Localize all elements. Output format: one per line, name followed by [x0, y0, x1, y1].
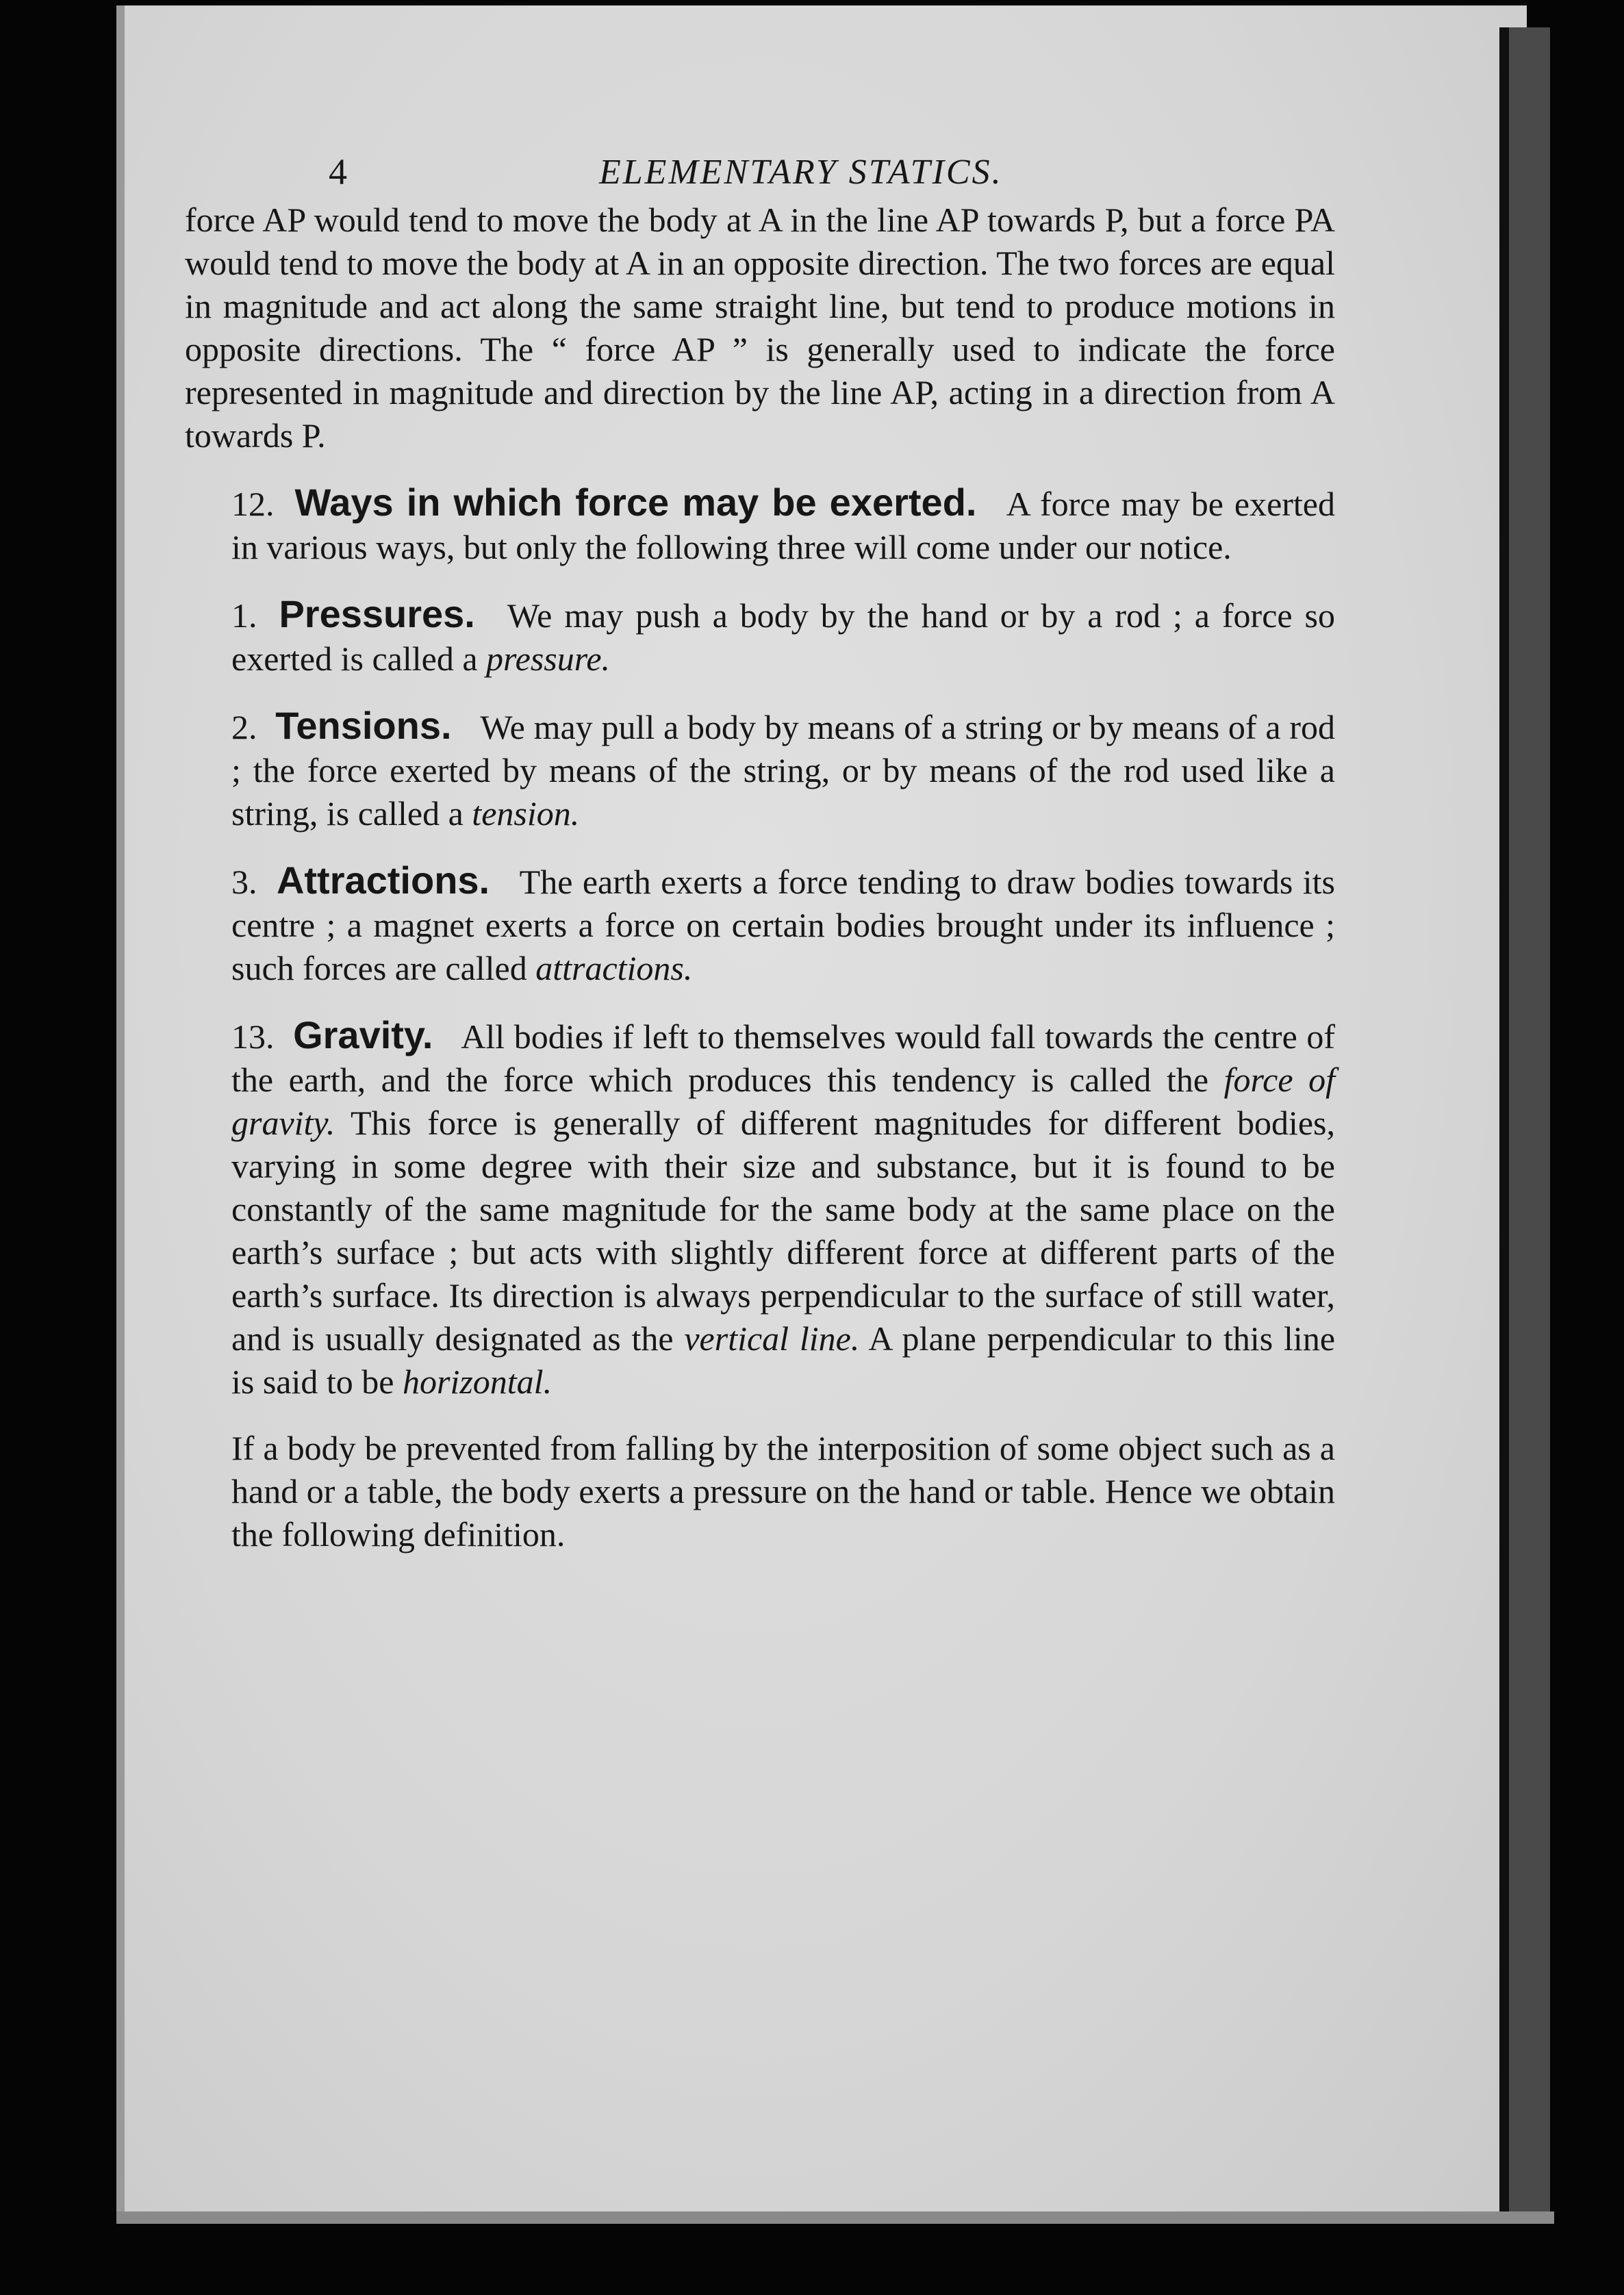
page-text: [185, 137, 1335, 1580]
item-heading: Tensions.: [275, 704, 452, 747]
binding-rule: [1499, 27, 1509, 2218]
paragraph-continuation: [185, 199, 1335, 457]
section-text: All bodies if left to themselves would fall towards the centre of the earth, and the force which produces this tendency is called the: [231, 1017, 1335, 1099]
item-text: The earth exerts a force tending to draw bodies towards its centre ; a magnet exerts a force on certain bodies brought under its influence ; such forces are called: [231, 863, 1336, 987]
item-attractions: [185, 859, 1335, 990]
item-number: 3.: [231, 863, 257, 901]
item-term: tension.: [472, 794, 580, 833]
section-text: This force is generally of different magnitudes for different bodies, varying in some degree with their size and substance, but it is found to be constantly of the same magnitude for the same body at the same place on the earth’s surface ; but acts with slightly different force at different parts of the earth’s surface. Its direction is always perpendicular to the surface of still water, and is usually designated as the: [231, 1104, 1335, 1358]
page-bottom-shadow: [116, 2211, 1554, 2224]
section-number: 12.: [231, 485, 275, 523]
item-heading: Attractions.: [276, 859, 490, 902]
item-term: attractions.: [535, 949, 693, 987]
item-text: We may push a body by the hand or by a rod ; a force so exerted is called a: [231, 596, 1335, 678]
page-header: [185, 137, 1335, 199]
item-tensions: [185, 704, 1335, 835]
section-term: horizontal.: [402, 1362, 553, 1401]
binding-shadow: [1509, 27, 1550, 2218]
paragraph-text: If a body be prevented from falling by the interposition of some object such as a hand or a table, the body exerts a pressure on the hand or table. Hence we obtain the following definition.: [231, 1429, 1335, 1554]
section-term: vertical line.: [684, 1319, 860, 1358]
section-text: A plane perpendicular to this line is said to be: [231, 1319, 1336, 1401]
paragraph-definition-lead: [185, 1427, 1335, 1556]
item-text: We may pull a body by means of a string or by means of a rod ; the force exerted by means of the string, or by means of the rod used like a string, is called a: [231, 708, 1335, 833]
section-13: [185, 1013, 1335, 1404]
page-edge: [116, 5, 125, 2224]
item-pressures: [185, 592, 1335, 681]
item-term: pressure.: [486, 639, 611, 678]
running-head: ELEMENTARY STATICS.: [599, 153, 1003, 192]
section-heading: Ways in which force may be exerted.: [294, 481, 977, 524]
paragraph-text: force AP would tend to move the body at A in the line AP towards P, but a force PA would tend to move the body at A in an opposite direction. The two forces are equal in magnitude and act along the same straight line, but tend to produce motions in opposite directions. The “ force AP ” is generally used to indicate the force represented in magnitude and direction by the line AP, acting in a direction from A towards P.: [185, 201, 1335, 455]
item-heading: Pressures.: [279, 592, 475, 635]
section-term: force of gravity.: [231, 1061, 1336, 1142]
section-heading: Gravity.: [293, 1013, 433, 1056]
section-12: [185, 481, 1335, 569]
page-number: 4: [329, 151, 347, 192]
section-number: 13.: [231, 1017, 275, 1056]
section-text: A force may be exerted in various ways, but only the following three will come under our notice.: [231, 485, 1335, 566]
item-number: 2.: [231, 708, 257, 746]
item-number: 1.: [231, 596, 257, 635]
